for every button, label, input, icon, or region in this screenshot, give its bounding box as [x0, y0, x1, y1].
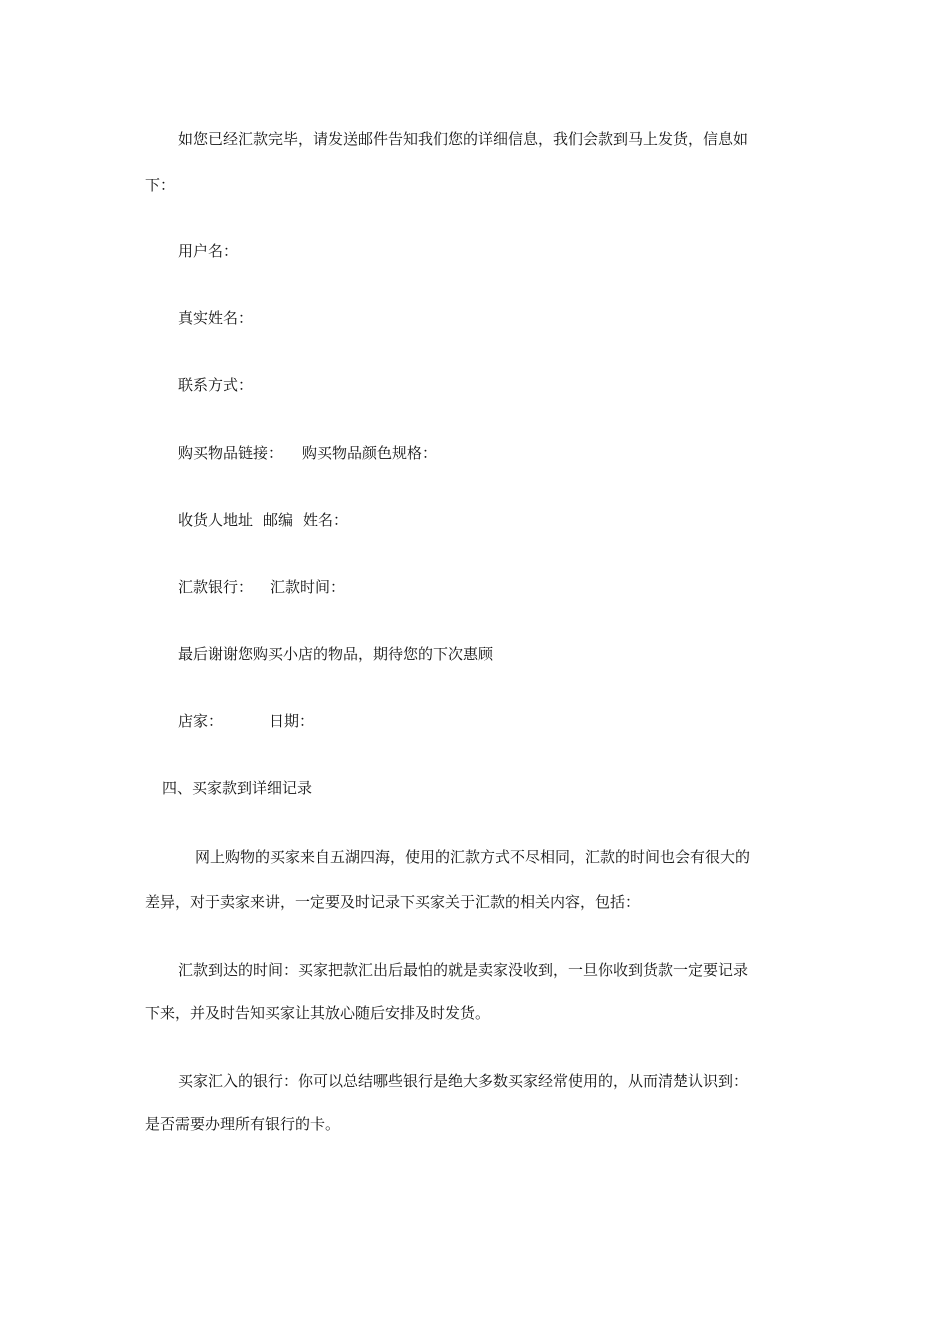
section-heading: 四、买家款到详细记录	[162, 779, 313, 797]
para2-line-2: 下来，并及时告知买家让其放心随后安排及时发货。	[145, 1004, 491, 1022]
para1-line-2: 差异，对于卖家来讲，一定要及时记录下买家关于汇款的相关内容，包括：	[145, 893, 641, 911]
para3-line-2: 是否需要办理所有银行的卡。	[145, 1115, 341, 1133]
para1-line-1: 网上购物的买家来自五湖四海，使用的汇款方式不尽相同，汇款的时间也会有很大的	[195, 848, 751, 866]
date-label: 日期：	[269, 712, 315, 730]
para2-line-1: 汇款到达的时间：买家把款汇出后最怕的就是卖家没收到，一旦你收到货款一定要记录	[178, 961, 749, 979]
thanks-line: 最后谢谢您购买小店的物品，期待您的下次惠顾	[178, 645, 494, 663]
field-postcode: 邮编	[263, 511, 294, 529]
signature-row	[145, 711, 815, 731]
field-recipient-row	[145, 510, 815, 530]
field-remit-row	[145, 577, 815, 597]
field-item-color-spec: 购买物品颜色规格：	[302, 444, 438, 462]
field-remit-time: 汇款时间：	[270, 578, 346, 596]
field-recipient-address: 收货人地址	[178, 511, 254, 529]
field-username: 用户名：	[178, 242, 239, 260]
field-item-row	[145, 443, 815, 463]
field-item-link: 购买物品链接：	[178, 444, 284, 462]
field-contact: 联系方式：	[178, 376, 254, 394]
para3-line-1: 买家汇入的银行：你可以总结哪些银行是绝大多数买家经常使用的，从而清楚认识到：	[178, 1072, 749, 1090]
shopkeeper-label: 店家：	[178, 712, 224, 730]
intro-line-1: 如您已经汇款完毕，请发送邮件告知我们您的详细信息，我们会款到马上发货，信息如	[178, 130, 749, 148]
field-real-name: 真实姓名：	[178, 309, 254, 327]
field-remit-bank: 汇款银行：	[178, 578, 254, 596]
intro-line-2: 下：	[145, 176, 176, 194]
field-recipient-name: 姓名：	[303, 511, 349, 529]
